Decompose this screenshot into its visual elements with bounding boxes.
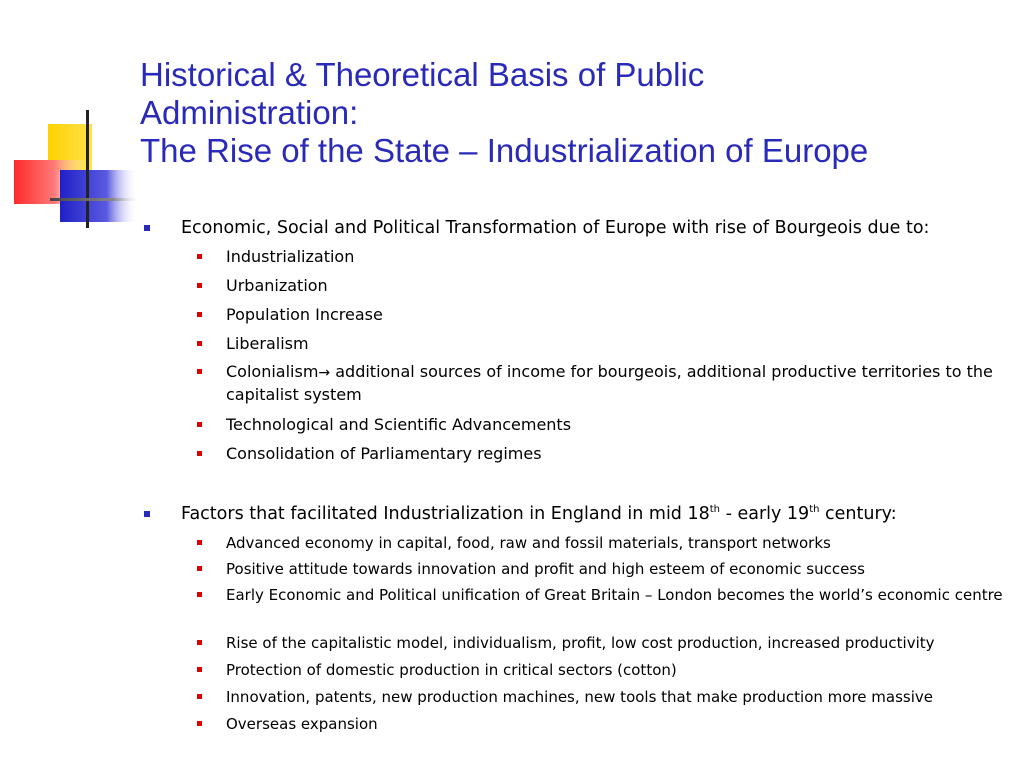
- list-item: Innovation, patents, new production machines, new tools that make production more massive: [226, 686, 1016, 708]
- list-item: Overseas expansion: [226, 713, 1016, 735]
- square-bullet-icon: [197, 721, 202, 726]
- list-item: Urbanization: [226, 275, 1016, 297]
- bullet-section-2: [181, 503, 897, 525]
- list-item: Population Increase: [226, 304, 1016, 326]
- decorative-corner-graphic: [0, 0, 140, 240]
- list-item: Industrialization: [226, 246, 1016, 268]
- square-bullet-icon: [197, 667, 202, 672]
- list-item: Protection of domestic production in critical sectors (cotton): [226, 659, 1016, 681]
- list-item: Consolidation of Parliamentary regimes: [226, 443, 1016, 465]
- section-1-heading: Economic, Social and Political Transformation of Europe with rise of Bourgeois due to:: [181, 218, 930, 238]
- square-bullet-icon: [144, 225, 150, 231]
- square-bullet-icon: [197, 566, 202, 571]
- title-line-3: The Rise of the State – Industrialization of Europe: [140, 132, 869, 169]
- square-bullet-icon: [197, 422, 202, 427]
- square-bullet-icon: [197, 341, 202, 346]
- square-bullet-icon: [197, 640, 202, 645]
- square-bullet-icon: [197, 312, 202, 317]
- slide-title: [140, 56, 1010, 170]
- list-item: Early Economic and Political unification of Great Britain – London becomes the world’s economic centre: [226, 584, 1016, 606]
- right-arrow-icon: →: [318, 365, 331, 381]
- list-item: Positive attitude towards innovation and profit and high esteem of economic success: [226, 558, 1016, 580]
- list-item: Advanced economy in capital, food, raw and fossil materials, transport networks: [226, 532, 1016, 554]
- square-bullet-icon: [197, 540, 202, 545]
- list-item: Technological and Scientific Advancements: [226, 414, 1016, 436]
- square-bullet-icon: [197, 451, 202, 456]
- list-item: Liberalism: [226, 333, 1016, 355]
- list-item: Rise of the capitalistic model, individualism, profit, low cost production, increased productivity: [226, 632, 1016, 654]
- bullet-section-1: [181, 217, 929, 239]
- square-bullet-icon: [197, 254, 202, 259]
- square-bullet-icon: [197, 694, 202, 699]
- square-bullet-icon: [197, 369, 202, 374]
- square-bullet-icon: [197, 283, 202, 288]
- title-line-2: Administration:: [140, 94, 359, 131]
- section-2-heading: Factors that facilitated Industrialization in England in mid 18th - early 19th century:: [181, 504, 897, 524]
- square-bullet-icon: [144, 511, 150, 517]
- square-bullet-icon: [197, 592, 202, 597]
- list-item: Colonialism→ additional sources of income for bourgeois, additional productive territories to the capitalist system: [226, 361, 1016, 406]
- title-line-1: Historical & Theoretical Basis of Public: [140, 56, 705, 93]
